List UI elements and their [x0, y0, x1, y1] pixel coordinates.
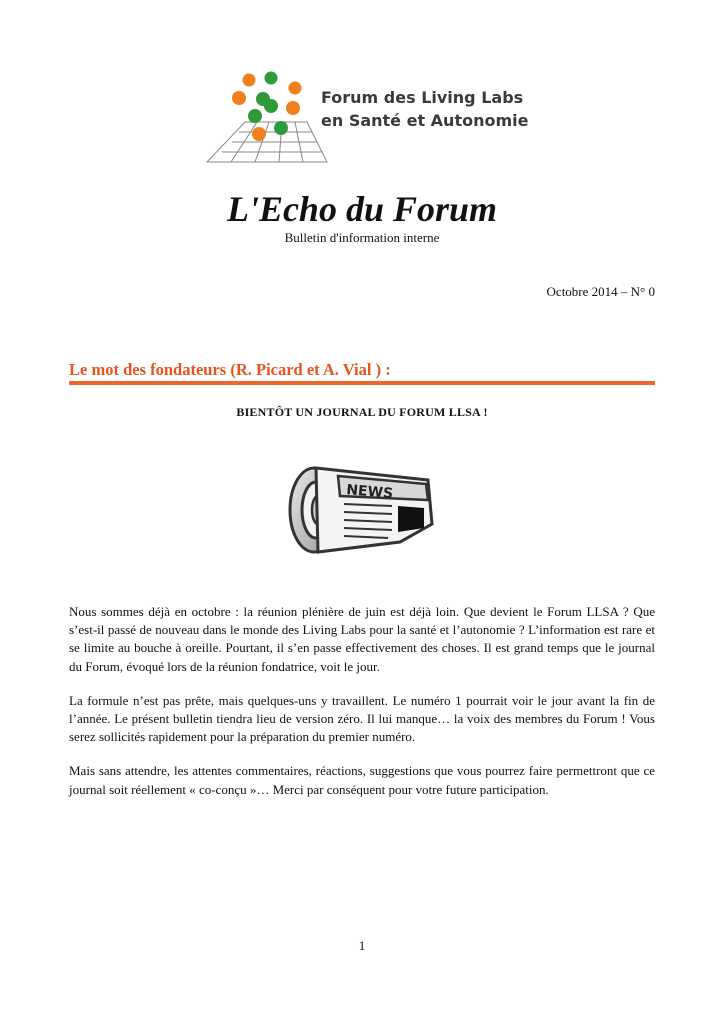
newsletter-title: L'Echo du Forum: [226, 189, 498, 229]
paragraph-3: Mais sans attendre, les attentes commentaires, réactions, suggestions que vous pourrez faire permettront que ce journal soit réellement « co-conçu »… Merci par conséquent pour votre future participation.: [69, 763, 655, 797]
issue-date: Octobre 2014 – N° 0: [546, 284, 655, 299]
section-divider: [69, 381, 655, 385]
logo-line-2: en Santé et Autonomie: [321, 111, 529, 130]
logo-text: [321, 86, 528, 132]
article-body: [69, 603, 655, 815]
forum-logo: [205, 66, 529, 164]
article-headline: BIENTÔT UN JOURNAL DU FORUM LLSA !: [236, 405, 488, 419]
paragraph-2: La formule n’est pas prête, mais quelques-uns y travaillent. Le numéro 1 pourrait voir le jour avant la fin de l’année. Le présent bulletin tiendra lieu de version zéro. Il lui manque… la voix des membres du Forum ! Vous serez sollicités rapidement pour la préparation du premier numéro.: [69, 692, 655, 745]
newspaper-icon: [288, 460, 436, 560]
section-heading: Le mot des fondateurs (R. Picard et A. Vial ) :: [69, 360, 391, 379]
news-banner-text: NEWS: [345, 482, 394, 503]
news-illustration: [288, 460, 436, 560]
paragraph-1: Nous sommes déjà en octobre : la réunion plénière de juin est déjà loin. Que devient le Forum LLSA ? Que s’est-il passé de nouveau dans le monde des Living Labs pour la santé et l’autonomie ? L’information est rare et se limite au bouche à oreille. Pourtant, il s’en passe effectivement des choses. Il est grand temps que le journal du Forum, évoqué lors de la réunion fondatrice, voit le jour.: [69, 604, 655, 674]
logo-line-1: Forum des Living Labs: [321, 88, 524, 107]
newsletter-subtitle: Bulletin d'information interne: [284, 230, 440, 245]
page-number: 1: [358, 938, 366, 953]
